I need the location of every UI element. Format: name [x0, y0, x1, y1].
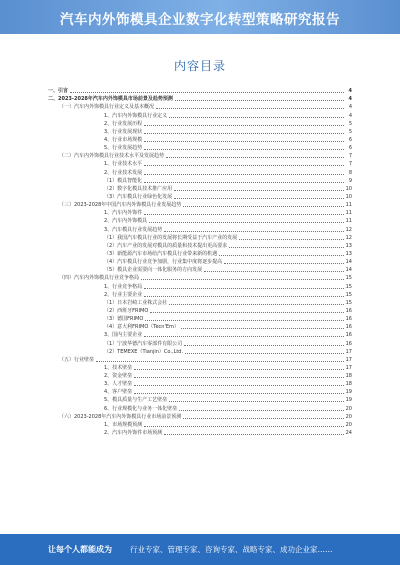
toc-leader-dots [184, 345, 344, 346]
toc-entry-label: 一、引言 [48, 88, 69, 95]
toc-entry-page-number: 18 [345, 373, 352, 380]
toc-entry[interactable] [48, 291, 352, 299]
toc-entry-label: （3）新能源汽车市场给汽车模具行业带来新的机遇 [104, 250, 218, 257]
toc-leader-dots [144, 133, 344, 134]
toc-entry-label: 二、2023-2028年汽车内外饰模具市场前景及趋势预测 [48, 96, 173, 103]
toc-leader-dots [169, 117, 344, 118]
toc-entry[interactable] [48, 421, 352, 429]
toc-entry-page-number: 24 [345, 430, 352, 437]
toc-entry-label: 2、行业主要企业 [104, 291, 143, 298]
toc-leader-dots [169, 304, 344, 305]
toc-entry-label: 1、行业竞争格局 [104, 283, 143, 290]
toc-leader-dots [70, 92, 344, 93]
toc-entry-page-number: 16 [345, 324, 352, 331]
toc-entry[interactable] [48, 95, 352, 103]
toc-entry-page-number: 15 [345, 299, 352, 306]
toc-entry-page-number: 12 [345, 226, 352, 233]
toc-entry[interactable] [48, 103, 352, 111]
toc-entry[interactable] [48, 87, 352, 95]
toc-entry[interactable] [48, 339, 352, 347]
toc-entry-page-number: 13 [345, 242, 352, 249]
toc-leader-dots [164, 434, 344, 435]
toc-entry[interactable] [48, 120, 352, 128]
toc-entry-page-number: 20 [345, 421, 352, 428]
toc-entry-label: （1）宁波华德汽车零部件有限公司 [104, 340, 183, 347]
toc-entry-page-number: 15 [345, 291, 352, 298]
toc-leader-dots [144, 174, 344, 175]
toc-leader-dots [134, 369, 344, 370]
toc-entry-page-number: 4 [348, 104, 352, 111]
toc-entry-page-number: 20 [345, 405, 352, 412]
toc-entry-page-number: 16 [345, 340, 352, 347]
toc-leader-dots [219, 255, 344, 256]
toc-leader-dots [174, 198, 344, 199]
toc-entry[interactable] [48, 274, 352, 282]
toc-entry-label: （二）汽车内外饰模具行业技术水平及发展趋势 [59, 153, 165, 160]
toc-entry[interactable] [48, 111, 352, 119]
toc-entry[interactable] [48, 380, 352, 388]
toc-leader-dots [144, 296, 344, 297]
toc-entry-label: （一）汽车内外饰模具行业定义及基本概况 [59, 104, 155, 111]
toc-entry[interactable] [48, 323, 352, 331]
toc-entry[interactable] [48, 364, 352, 372]
toc-leader-dots [144, 149, 344, 150]
toc-entry-label: 2、行业发展历程 [104, 120, 143, 127]
toc-leader-dots [166, 157, 344, 158]
toc-entry-label: 4、行业市场规模 [104, 136, 143, 143]
toc-leader-dots [204, 271, 344, 272]
toc-entry-label: 4、客户壁垒 [104, 389, 133, 396]
toc-entry-label: （四）汽车内外饰模具行业竞争格局 [59, 275, 140, 282]
toc-leader-dots [144, 141, 344, 142]
toc-entry-label: 5、行业发展趋势 [104, 145, 143, 152]
toc-entry-page-number: 7 [348, 161, 352, 168]
toc-leader-dots [144, 182, 344, 183]
toc-entry-label: （4）汽车模具行业竞争加剧，行业集中度将逐步提高 [104, 259, 223, 266]
toc-entry[interactable] [48, 372, 352, 380]
toc-entry-label: （1）我国汽车模具行业的发展将长期受益于汽车产业的发展 [104, 234, 238, 241]
toc-entry[interactable] [48, 225, 352, 233]
toc-entry[interactable] [48, 185, 352, 193]
toc-entry[interactable] [48, 177, 352, 185]
toc-entry[interactable] [48, 315, 352, 323]
toc-leader-dots [174, 190, 344, 191]
toc-leader-dots [144, 125, 344, 126]
toc-entry-label: 1、行业技术水平 [104, 161, 143, 168]
toc-entry-label: （五）行业壁垒 [59, 356, 95, 363]
toc-leader-dots [134, 385, 344, 386]
toc-entry[interactable] [48, 234, 352, 242]
toc-leader-dots [224, 263, 344, 264]
footer-tagline: 行业专家、管理专家、咨询专家、战略专家、成功企业家…… [130, 545, 333, 554]
toc-entry-label: 1、汽车内外饰件 [104, 210, 143, 217]
toc-entry[interactable] [48, 193, 352, 201]
toc-entry-page-number: 9 [348, 177, 352, 184]
toc-entry[interactable] [48, 299, 352, 307]
toc-entry-page-number: 19 [345, 397, 352, 404]
toc-entry-page-number: 4 [348, 96, 352, 103]
toc-entry-label: 3、行业发展现状 [104, 128, 143, 135]
toc-entry-label: 3、汽车模具行业发展趋势 [104, 226, 163, 233]
toc-entry-label: 1、技术壁垒 [104, 364, 133, 371]
toc-entry[interactable] [48, 258, 352, 266]
report-header-banner [0, 0, 400, 34]
toc-entry-page-number: 18 [345, 381, 352, 388]
toc-entry-page-number: 19 [345, 389, 352, 396]
toc-entry-page-number: 11 [345, 210, 352, 217]
toc-entry[interactable] [48, 331, 352, 339]
toc-entry-page-number: 13 [345, 250, 352, 257]
toc-entry-label: 2、资金壁垒 [104, 373, 133, 380]
toc-leader-dots [145, 320, 344, 321]
toc-entry-page-number: 16 [345, 332, 352, 339]
toc-entry-page-number: 5 [348, 120, 352, 127]
toc-entry-label: （2）西班牙FRIMO [104, 307, 149, 314]
toc-entry[interactable] [48, 160, 352, 168]
toc-entry-label: （1）日本岩崎工业株式会社 [104, 299, 168, 306]
toc-entry-page-number: 14 [345, 259, 352, 266]
toc-leader-dots [169, 401, 344, 402]
toc-entry-page-number: 16 [345, 316, 352, 323]
toc-leader-dots [144, 165, 344, 166]
table-of-contents [48, 87, 352, 507]
toc-entry-page-number: 4 [348, 88, 352, 95]
toc-entry-label: 3、国内主要企业 [104, 332, 143, 339]
toc-entry-page-number: 15 [345, 283, 352, 290]
toc-entry-page-number: 17 [345, 348, 352, 355]
toc-entry-label: （2）TEMEXE（Tianjin）Co.,Ltd. [104, 348, 184, 355]
toc-entry-label: 1、汽车内外饰模具行业定义 [104, 112, 168, 119]
toc-leader-dots [183, 206, 344, 207]
toc-entry-page-number: 5 [348, 128, 352, 135]
toc-entry-page-number: 10 [345, 185, 352, 192]
toc-entry-label: （3）德国FRIMO [104, 316, 144, 323]
toc-entry-page-number: 17 [345, 364, 352, 371]
toc-entry[interactable] [48, 404, 352, 412]
toc-heading: 内容目录 [173, 59, 226, 73]
toc-entry-page-number: 10 [345, 193, 352, 200]
toc-entry-label: （2）数字化模具技术推广应用 [104, 185, 173, 192]
toc-entry-page-number: 7 [348, 153, 352, 160]
toc-entry-page-number: 11 [345, 218, 352, 225]
toc-leader-dots [156, 108, 344, 109]
toc-entry-label: 5、模具质量与生产工艺壁垒 [104, 397, 168, 404]
toc-leader-dots [149, 222, 344, 223]
toc-leader-dots [179, 410, 344, 411]
toc-entry[interactable] [48, 217, 352, 225]
toc-entry-label: （5）模具企业需要向一体化服务的方向发展 [104, 267, 203, 274]
toc-entry-page-number: 15 [345, 275, 352, 282]
toc-entry-label: 2、汽车内外饰件市场预测 [104, 430, 163, 437]
toc-entry-page-number: 20 [345, 413, 352, 420]
toc-entry-page-number: 4 [348, 112, 352, 119]
toc-entry-page-number: 14 [345, 267, 352, 274]
toc-entry[interactable] [48, 413, 352, 421]
toc-entry-page-number: 6 [348, 145, 352, 152]
toc-entry-label: 2、汽车内外饰模具 [104, 218, 148, 225]
toc-entry[interactable] [48, 168, 352, 176]
toc-entry-label: 3、人才壁垒 [104, 381, 133, 388]
toc-entry[interactable] [48, 152, 352, 160]
footer-banner [0, 534, 400, 565]
toc-entry[interactable] [48, 356, 352, 364]
toc-entry[interactable] [48, 429, 352, 437]
toc-entry[interactable] [48, 307, 352, 315]
toc-entry-label: （三）2023-2028年中国汽车内外饰模具行业发展趋势 [59, 202, 182, 209]
toc-entry-page-number: 6 [348, 136, 352, 143]
toc-leader-dots [144, 288, 344, 289]
footer-slogan: 让每个人都能成为 [48, 545, 112, 554]
toc-entry-label: （1）模具智能化 [104, 177, 143, 184]
toc-entry-label: 1、市场规模预测 [104, 421, 143, 428]
toc-entry-label: （3）汽车模具行业绿色化发展 [104, 193, 173, 200]
toc-leader-dots [175, 100, 344, 101]
toc-entry[interactable] [48, 144, 352, 152]
toc-entry-page-number: 8 [348, 169, 352, 176]
toc-entry[interactable] [48, 209, 352, 217]
toc-leader-dots [134, 393, 344, 394]
toc-entry-label: （六）2023-2028年汽车内外饰模具行业市场前景预测 [59, 413, 182, 420]
report-title: 汽车内外饰模具企业数字化转型策略研究报告 [60, 12, 340, 28]
toc-leader-dots [181, 328, 344, 329]
toc-leader-dots [144, 426, 344, 427]
toc-entry[interactable] [48, 348, 352, 356]
toc-entry[interactable] [48, 388, 352, 396]
toc-entry-label: （4）意大利FRIMO（Tecn'Em） [104, 324, 179, 331]
toc-entry-page-number: 12 [345, 234, 352, 241]
toc-entry[interactable] [48, 136, 352, 144]
toc-entry[interactable] [48, 396, 352, 404]
toc-entry-label: 2、行业技术发展 [104, 169, 143, 176]
toc-entry[interactable] [48, 128, 352, 136]
toc-leader-dots [144, 336, 344, 337]
toc-entry-page-number: 17 [345, 356, 352, 363]
toc-entry-label: （2）汽车产业的发展对模具的质量和技术提出更高要求 [104, 242, 228, 249]
toc-entry[interactable] [48, 201, 352, 209]
toc-leader-dots [96, 361, 344, 362]
toc-entry[interactable] [48, 282, 352, 290]
toc-entry[interactable] [48, 266, 352, 274]
toc-leader-dots [183, 418, 344, 419]
toc-leader-dots [150, 312, 344, 313]
toc-entry-page-number: 11 [345, 202, 352, 209]
toc-leader-dots [134, 377, 344, 378]
toc-leader-dots [185, 353, 344, 354]
toc-entry[interactable] [48, 250, 352, 258]
toc-entry[interactable] [48, 242, 352, 250]
toc-leader-dots [239, 239, 344, 240]
toc-entry-label: 6、行业规模化与业务一体化壁垒 [104, 405, 178, 412]
toc-leader-dots [164, 231, 344, 232]
toc-leader-dots [229, 247, 344, 248]
toc-leader-dots [144, 214, 344, 215]
toc-entry-page-number: 16 [345, 307, 352, 314]
toc-leader-dots [141, 279, 344, 280]
